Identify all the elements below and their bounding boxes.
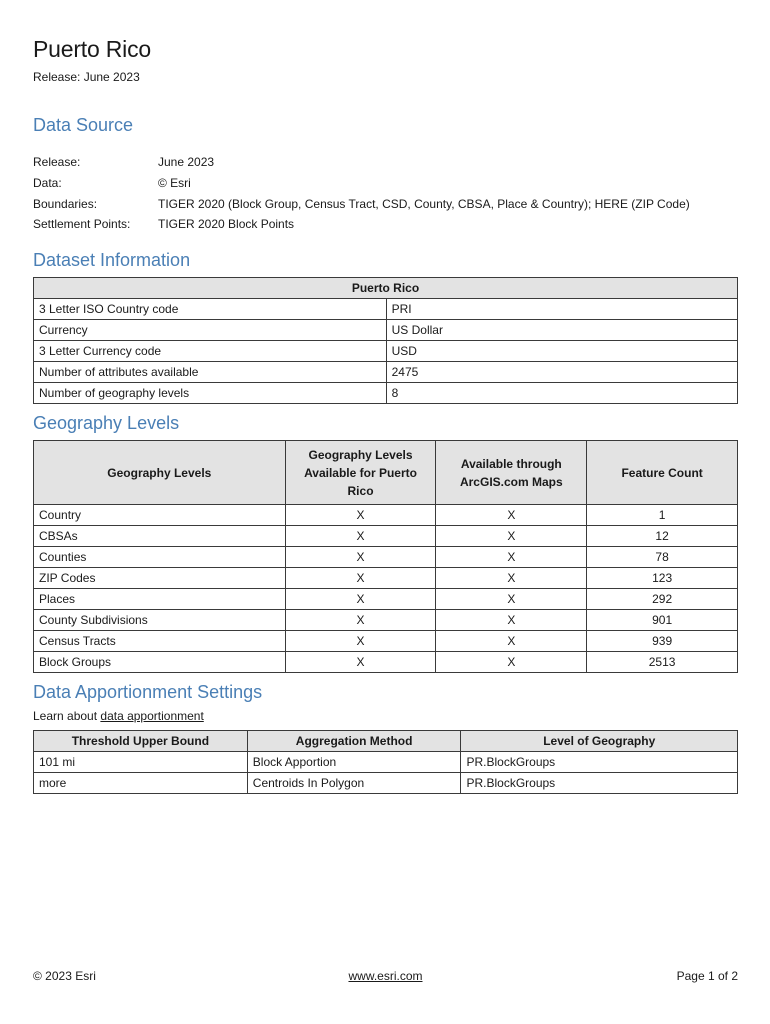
geo-level-cell: CBSAs: [34, 526, 286, 547]
feature-count-cell: 292: [587, 589, 738, 610]
arcgis-cell: X: [436, 610, 587, 631]
footer-url-wrap: [33, 969, 738, 983]
availability-cell: X: [285, 652, 436, 673]
release-subtitle: Release: June 2023: [33, 70, 140, 84]
data-source-key: Boundaries:: [33, 197, 98, 211]
table-cell-value: US Dollar: [386, 320, 737, 341]
feature-count-cell: 12: [587, 526, 738, 547]
arcgis-cell: X: [436, 589, 587, 610]
column-header: Available through ArcGIS.com Maps: [436, 441, 587, 505]
geo-level-cell: Country: [34, 505, 286, 526]
column-header: Threshold Upper Bound: [34, 731, 248, 752]
feature-count-cell: 2513: [587, 652, 738, 673]
table-cell-key: 3 Letter Currency code: [34, 341, 387, 362]
table-cell-value: 2475: [386, 362, 737, 383]
geo-level-cell: Census Tracts: [34, 631, 286, 652]
geography-levels-heading: Geography Levels: [33, 413, 180, 433]
data-source-key: Settlement Points:: [33, 217, 131, 231]
dataset-information-table: [33, 277, 738, 404]
arcgis-cell: X: [436, 631, 587, 652]
threshold-cell: 101 mi: [34, 752, 248, 773]
feature-count-cell: 123: [587, 568, 738, 589]
learn-about-text: [33, 709, 204, 723]
table-row: [34, 652, 738, 673]
feature-count-cell: 939: [587, 631, 738, 652]
data-source-value: © Esri: [158, 176, 191, 190]
level-cell: PR.BlockGroups: [461, 773, 738, 794]
geo-level-cell: ZIP Codes: [34, 568, 286, 589]
geo-level-cell: County Subdivisions: [34, 610, 286, 631]
geo-level-cell: Places: [34, 589, 286, 610]
table-cell-value: 8: [386, 383, 737, 404]
geography-levels-table: [33, 440, 738, 673]
geo-level-cell: Block Groups: [34, 652, 286, 673]
table-cell-key: Number of geography levels: [34, 383, 387, 404]
availability-cell: X: [285, 568, 436, 589]
table-row: [34, 773, 738, 794]
table-row: [34, 589, 738, 610]
feature-count-cell: 78: [587, 547, 738, 568]
table-cell-key: Number of attributes available: [34, 362, 387, 383]
availability-cell: X: [285, 589, 436, 610]
data-source-value: TIGER 2020 (Block Group, Census Tract, CSD, County, CBSA, Place & Country); HERE (ZIP Code): [158, 197, 690, 211]
table-row: [34, 320, 738, 341]
availability-cell: X: [285, 526, 436, 547]
footer-page-number: Page 1 of 2: [676, 969, 738, 983]
dataset-information-heading: Dataset Information: [33, 250, 191, 270]
feature-count-cell: 1: [587, 505, 738, 526]
level-cell: PR.BlockGroups: [461, 752, 738, 773]
arcgis-cell: X: [436, 547, 587, 568]
apportionment-table: [33, 730, 738, 794]
table-cell-key: 3 Letter ISO Country code: [34, 299, 387, 320]
footer-url-link[interactable]: www.esri.com: [348, 969, 423, 983]
table-cell-value: PRI: [386, 299, 737, 320]
table-row: [34, 505, 738, 526]
table-row: [34, 568, 738, 589]
page-title: Puerto Rico: [33, 36, 151, 62]
table-row: [34, 610, 738, 631]
table-row: [34, 547, 738, 568]
column-header: Geography Levels: [34, 441, 286, 505]
footer-copyright: © 2023 Esri: [33, 969, 96, 983]
data-source-value: June 2023: [158, 155, 215, 169]
arcgis-cell: X: [436, 526, 587, 547]
table-header-row: [34, 441, 738, 505]
feature-count-cell: 901: [587, 610, 738, 631]
table-row: [34, 383, 738, 404]
table-row: [34, 631, 738, 652]
table-row: [34, 362, 738, 383]
data-apportionment-link[interactable]: data apportionment: [100, 709, 204, 723]
arcgis-cell: X: [436, 505, 587, 526]
data-source-key: Release:: [33, 155, 81, 169]
dataset-table-title: Puerto Rico: [34, 278, 738, 299]
column-header: Feature Count: [587, 441, 738, 505]
data-apportionment-heading: Data Apportionment Settings: [33, 682, 263, 702]
geo-level-cell: Counties: [34, 547, 286, 568]
data-source-value: TIGER 2020 Block Points: [158, 217, 295, 231]
learn-prefix: Learn about: [33, 709, 101, 723]
table-cell-key: Currency: [34, 320, 387, 341]
table-row: [34, 526, 738, 547]
document-page: [33, 0, 738, 1024]
table-cell-value: USD: [386, 341, 737, 362]
column-header: Geography Levels Available for Puerto Rico: [285, 441, 436, 505]
column-header: Aggregation Method: [247, 731, 461, 752]
availability-cell: X: [285, 631, 436, 652]
page-footer: [33, 969, 738, 985]
column-header: Level of Geography: [461, 731, 738, 752]
table-header-row: [34, 731, 738, 752]
data-source-heading: Data Source: [33, 115, 134, 135]
threshold-cell: more: [34, 773, 248, 794]
table-row: [34, 752, 738, 773]
data-source-key: Data:: [33, 176, 62, 190]
arcgis-cell: X: [436, 568, 587, 589]
method-cell: Block Apportion: [247, 752, 461, 773]
availability-cell: X: [285, 610, 436, 631]
availability-cell: X: [285, 547, 436, 568]
method-cell: Centroids In Polygon: [247, 773, 461, 794]
arcgis-cell: X: [436, 652, 587, 673]
availability-cell: X: [285, 505, 436, 526]
table-row: [34, 341, 738, 362]
table-row: [34, 299, 738, 320]
